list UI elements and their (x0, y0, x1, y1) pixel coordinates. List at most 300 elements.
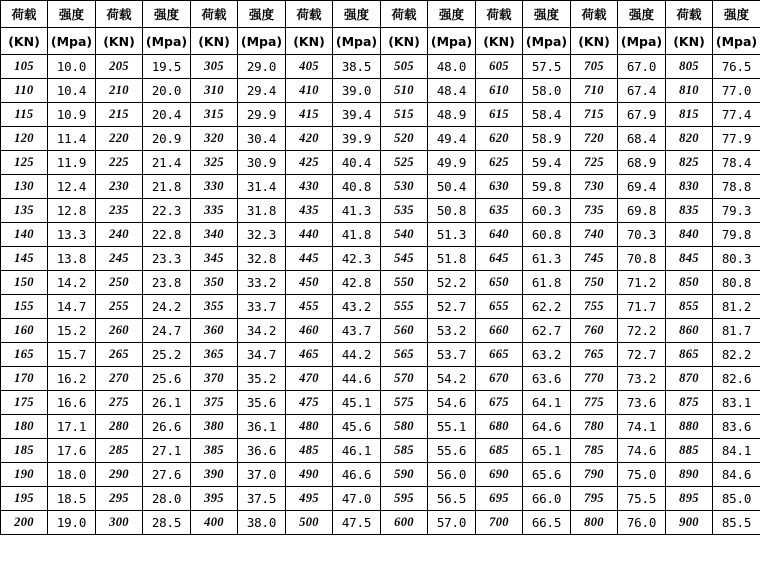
strength-value-cell: 24.2 (143, 295, 191, 319)
load-value-cell: 715 (571, 103, 618, 127)
strength-value-cell: 30.4 (238, 127, 286, 151)
load-value-cell: 390 (191, 463, 238, 487)
unit-cell-strength: (Mpa) (618, 28, 666, 55)
strength-value-cell: 18.5 (48, 487, 96, 511)
load-value-cell: 280 (96, 415, 143, 439)
strength-value-cell: 73.2 (618, 367, 666, 391)
strength-value-cell: 15.2 (48, 319, 96, 343)
load-value-cell: 780 (571, 415, 618, 439)
load-value-cell: 740 (571, 223, 618, 247)
strength-value-cell: 39.4 (333, 103, 381, 127)
load-value-cell: 845 (666, 247, 713, 271)
load-value-cell: 820 (666, 127, 713, 151)
strength-value-cell: 17.1 (48, 415, 96, 439)
load-value-cell: 485 (286, 439, 333, 463)
strength-value-cell: 53.7 (428, 343, 476, 367)
load-value-cell: 550 (381, 271, 428, 295)
load-value-cell: 710 (571, 79, 618, 103)
strength-value-cell: 30.9 (238, 151, 286, 175)
load-value-cell: 555 (381, 295, 428, 319)
table-row (1, 343, 760, 367)
table-row (1, 199, 760, 223)
strength-value-cell: 39.0 (333, 79, 381, 103)
strength-value-cell: 68.4 (618, 127, 666, 151)
header-cell-load: 荷载 (96, 1, 143, 28)
header-cell-load: 荷载 (381, 1, 428, 28)
strength-value-cell: 77.0 (713, 79, 760, 103)
strength-value-cell: 35.2 (238, 367, 286, 391)
strength-value-cell: 40.8 (333, 175, 381, 199)
load-value-cell: 765 (571, 343, 618, 367)
table-unit-row (1, 28, 760, 55)
load-value-cell: 595 (381, 487, 428, 511)
load-value-cell: 430 (286, 175, 333, 199)
load-value-cell: 775 (571, 391, 618, 415)
strength-value-cell: 65.6 (523, 463, 571, 487)
strength-value-cell: 68.9 (618, 151, 666, 175)
load-value-cell: 140 (1, 223, 48, 247)
strength-value-cell: 80.8 (713, 271, 760, 295)
load-value-cell: 585 (381, 439, 428, 463)
strength-value-cell: 71.7 (618, 295, 666, 319)
strength-value-cell: 67.4 (618, 79, 666, 103)
strength-value-cell: 83.6 (713, 415, 760, 439)
header-cell-load: 荷载 (286, 1, 333, 28)
strength-value-cell: 41.3 (333, 199, 381, 223)
load-value-cell: 850 (666, 271, 713, 295)
load-value-cell: 735 (571, 199, 618, 223)
load-value-cell: 180 (1, 415, 48, 439)
load-value-cell: 460 (286, 319, 333, 343)
table-row (1, 511, 760, 535)
load-value-cell: 370 (191, 367, 238, 391)
load-value-cell: 895 (666, 487, 713, 511)
table-row (1, 79, 760, 103)
strength-value-cell: 78.8 (713, 175, 760, 199)
strength-value-cell: 69.4 (618, 175, 666, 199)
load-value-cell: 105 (1, 55, 48, 79)
strength-value-cell: 83.1 (713, 391, 760, 415)
strength-value-cell: 70.3 (618, 223, 666, 247)
load-value-cell: 655 (476, 295, 523, 319)
load-value-cell: 270 (96, 367, 143, 391)
strength-value-cell: 84.6 (713, 463, 760, 487)
load-value-cell: 650 (476, 271, 523, 295)
load-value-cell: 795 (571, 487, 618, 511)
strength-value-cell: 18.0 (48, 463, 96, 487)
load-value-cell: 405 (286, 55, 333, 79)
strength-value-cell: 10.0 (48, 55, 96, 79)
strength-value-cell: 70.8 (618, 247, 666, 271)
load-value-cell: 500 (286, 511, 333, 535)
table-row (1, 151, 760, 175)
strength-value-cell: 76.0 (618, 511, 666, 535)
header-cell-load: 荷载 (191, 1, 238, 28)
load-value-cell: 385 (191, 439, 238, 463)
strength-value-cell: 41.8 (333, 223, 381, 247)
strength-value-cell: 20.4 (143, 103, 191, 127)
load-value-cell: 825 (666, 151, 713, 175)
strength-value-cell: 58.0 (523, 79, 571, 103)
strength-value-cell: 35.6 (238, 391, 286, 415)
load-value-cell: 815 (666, 103, 713, 127)
strength-value-cell: 47.0 (333, 487, 381, 511)
strength-value-cell: 51.3 (428, 223, 476, 247)
load-value-cell: 560 (381, 319, 428, 343)
load-value-cell: 365 (191, 343, 238, 367)
header-cell-load: 荷载 (666, 1, 713, 28)
strength-value-cell: 33.7 (238, 295, 286, 319)
load-value-cell: 785 (571, 439, 618, 463)
load-value-cell: 665 (476, 343, 523, 367)
header-cell-strength: 强度 (428, 1, 476, 28)
load-value-cell: 455 (286, 295, 333, 319)
load-value-cell: 755 (571, 295, 618, 319)
table-row (1, 271, 760, 295)
strength-value-cell: 19.0 (48, 511, 96, 535)
load-value-cell: 125 (1, 151, 48, 175)
load-value-cell: 680 (476, 415, 523, 439)
load-value-cell: 725 (571, 151, 618, 175)
load-value-cell: 675 (476, 391, 523, 415)
strength-value-cell: 14.2 (48, 271, 96, 295)
load-value-cell: 530 (381, 175, 428, 199)
load-value-cell: 695 (476, 487, 523, 511)
strength-value-cell: 42.8 (333, 271, 381, 295)
load-value-cell: 610 (476, 79, 523, 103)
strength-value-cell: 56.5 (428, 487, 476, 511)
strength-value-cell: 28.5 (143, 511, 191, 535)
unit-cell-load: (KN) (381, 28, 428, 55)
table-row (1, 415, 760, 439)
load-value-cell: 885 (666, 439, 713, 463)
load-value-cell: 875 (666, 391, 713, 415)
header-cell-strength: 强度 (618, 1, 666, 28)
strength-value-cell: 44.2 (333, 343, 381, 367)
strength-value-cell: 31.4 (238, 175, 286, 199)
load-value-cell: 515 (381, 103, 428, 127)
load-value-cell: 380 (191, 415, 238, 439)
load-value-cell: 310 (191, 79, 238, 103)
strength-value-cell: 72.2 (618, 319, 666, 343)
load-value-cell: 865 (666, 343, 713, 367)
strength-value-cell: 58.4 (523, 103, 571, 127)
table-row (1, 391, 760, 415)
strength-value-cell: 55.6 (428, 439, 476, 463)
strength-value-cell: 40.4 (333, 151, 381, 175)
load-value-cell: 265 (96, 343, 143, 367)
load-value-cell: 375 (191, 391, 238, 415)
load-value-cell: 540 (381, 223, 428, 247)
strength-value-cell: 57.5 (523, 55, 571, 79)
strength-value-cell: 45.1 (333, 391, 381, 415)
table-row (1, 319, 760, 343)
strength-value-cell: 10.4 (48, 79, 96, 103)
load-value-cell: 810 (666, 79, 713, 103)
strength-value-cell: 22.3 (143, 199, 191, 223)
table-row (1, 175, 760, 199)
table-row (1, 367, 760, 391)
unit-cell-load: (KN) (571, 28, 618, 55)
strength-value-cell: 85.5 (713, 511, 760, 535)
strength-value-cell: 59.4 (523, 151, 571, 175)
unit-cell-load: (KN) (666, 28, 713, 55)
strength-value-cell: 55.1 (428, 415, 476, 439)
strength-value-cell: 12.4 (48, 175, 96, 199)
load-value-cell: 690 (476, 463, 523, 487)
load-value-cell: 195 (1, 487, 48, 511)
strength-value-cell: 33.2 (238, 271, 286, 295)
load-value-cell: 510 (381, 79, 428, 103)
strength-value-cell: 62.7 (523, 319, 571, 343)
strength-value-cell: 84.1 (713, 439, 760, 463)
load-value-cell: 855 (666, 295, 713, 319)
load-value-cell: 890 (666, 463, 713, 487)
load-value-cell: 295 (96, 487, 143, 511)
strength-value-cell: 79.3 (713, 199, 760, 223)
strength-value-cell: 67.9 (618, 103, 666, 127)
strength-value-cell: 81.2 (713, 295, 760, 319)
strength-value-cell: 82.2 (713, 343, 760, 367)
strength-value-cell: 32.8 (238, 247, 286, 271)
load-value-cell: 220 (96, 127, 143, 151)
strength-value-cell: 60.8 (523, 223, 571, 247)
strength-value-cell: 75.5 (618, 487, 666, 511)
strength-value-cell: 23.8 (143, 271, 191, 295)
strength-value-cell: 50.4 (428, 175, 476, 199)
load-value-cell: 130 (1, 175, 48, 199)
header-cell-strength: 强度 (48, 1, 96, 28)
strength-value-cell: 14.7 (48, 295, 96, 319)
load-value-cell: 630 (476, 175, 523, 199)
strength-value-cell: 48.0 (428, 55, 476, 79)
header-cell-strength: 强度 (238, 1, 286, 28)
load-value-cell: 685 (476, 439, 523, 463)
strength-value-cell: 16.6 (48, 391, 96, 415)
load-value-cell: 465 (286, 343, 333, 367)
load-value-cell: 205 (96, 55, 143, 79)
header-cell-load: 荷载 (571, 1, 618, 28)
load-value-cell: 440 (286, 223, 333, 247)
load-value-cell: 575 (381, 391, 428, 415)
strength-value-cell: 36.1 (238, 415, 286, 439)
strength-value-cell: 67.0 (618, 55, 666, 79)
load-value-cell: 600 (381, 511, 428, 535)
header-cell-load: 荷载 (476, 1, 523, 28)
strength-value-cell: 80.3 (713, 247, 760, 271)
strength-value-cell: 48.4 (428, 79, 476, 103)
load-value-cell: 135 (1, 199, 48, 223)
strength-value-cell: 62.2 (523, 295, 571, 319)
strength-value-cell: 43.7 (333, 319, 381, 343)
strength-value-cell: 46.1 (333, 439, 381, 463)
strength-value-cell: 11.4 (48, 127, 96, 151)
load-value-cell: 565 (381, 343, 428, 367)
load-value-cell: 330 (191, 175, 238, 199)
strength-value-cell: 60.3 (523, 199, 571, 223)
strength-value-cell: 49.9 (428, 151, 476, 175)
load-value-cell: 230 (96, 175, 143, 199)
strength-value-cell: 64.6 (523, 415, 571, 439)
load-value-cell: 315 (191, 103, 238, 127)
load-value-cell: 750 (571, 271, 618, 295)
strength-value-cell: 27.6 (143, 463, 191, 487)
strength-value-cell: 31.8 (238, 199, 286, 223)
load-value-cell: 615 (476, 103, 523, 127)
load-value-cell: 790 (571, 463, 618, 487)
load-value-cell: 760 (571, 319, 618, 343)
load-value-cell: 255 (96, 295, 143, 319)
load-value-cell: 325 (191, 151, 238, 175)
load-value-cell: 215 (96, 103, 143, 127)
load-value-cell: 145 (1, 247, 48, 271)
load-value-cell: 590 (381, 463, 428, 487)
strength-value-cell: 39.9 (333, 127, 381, 151)
strength-value-cell: 16.2 (48, 367, 96, 391)
strength-value-cell: 23.3 (143, 247, 191, 271)
table-body (1, 1, 760, 535)
strength-value-cell: 15.7 (48, 343, 96, 367)
strength-value-cell: 13.8 (48, 247, 96, 271)
strength-value-cell: 61.3 (523, 247, 571, 271)
load-value-cell: 165 (1, 343, 48, 367)
load-value-cell: 160 (1, 319, 48, 343)
strength-value-cell: 29.9 (238, 103, 286, 127)
strength-value-cell: 81.7 (713, 319, 760, 343)
load-value-cell: 345 (191, 247, 238, 271)
load-value-cell: 640 (476, 223, 523, 247)
strength-value-cell: 26.1 (143, 391, 191, 415)
strength-value-cell: 25.2 (143, 343, 191, 367)
strength-value-cell: 43.2 (333, 295, 381, 319)
load-value-cell: 880 (666, 415, 713, 439)
load-value-cell: 200 (1, 511, 48, 535)
load-value-cell: 535 (381, 199, 428, 223)
strength-value-cell: 75.0 (618, 463, 666, 487)
load-value-cell: 120 (1, 127, 48, 151)
unit-cell-load: (KN) (191, 28, 238, 55)
load-value-cell: 770 (571, 367, 618, 391)
load-value-cell: 400 (191, 511, 238, 535)
load-value-cell: 235 (96, 199, 143, 223)
table-row (1, 487, 760, 511)
load-value-cell: 620 (476, 127, 523, 151)
load-value-cell: 730 (571, 175, 618, 199)
unit-cell-strength: (Mpa) (238, 28, 286, 55)
load-value-cell: 395 (191, 487, 238, 511)
load-value-cell: 670 (476, 367, 523, 391)
strength-value-cell: 47.5 (333, 511, 381, 535)
load-value-cell: 545 (381, 247, 428, 271)
load-value-cell: 175 (1, 391, 48, 415)
strength-value-cell: 52.2 (428, 271, 476, 295)
table-row (1, 223, 760, 247)
strength-value-cell: 21.8 (143, 175, 191, 199)
load-value-cell: 410 (286, 79, 333, 103)
strength-value-cell: 71.2 (618, 271, 666, 295)
load-value-cell: 300 (96, 511, 143, 535)
strength-value-cell: 72.7 (618, 343, 666, 367)
load-value-cell: 350 (191, 271, 238, 295)
load-value-cell: 190 (1, 463, 48, 487)
load-value-cell: 260 (96, 319, 143, 343)
strength-value-cell: 17.6 (48, 439, 96, 463)
unit-cell-load: (KN) (476, 28, 523, 55)
strength-value-cell: 63.6 (523, 367, 571, 391)
table-row (1, 295, 760, 319)
strength-value-cell: 37.0 (238, 463, 286, 487)
load-value-cell: 420 (286, 127, 333, 151)
strength-value-cell: 34.2 (238, 319, 286, 343)
strength-value-cell: 20.0 (143, 79, 191, 103)
unit-cell-strength: (Mpa) (48, 28, 96, 55)
strength-value-cell: 45.6 (333, 415, 381, 439)
load-value-cell: 635 (476, 199, 523, 223)
strength-value-cell: 26.6 (143, 415, 191, 439)
header-cell-strength: 强度 (523, 1, 571, 28)
load-value-cell: 800 (571, 511, 618, 535)
strength-value-cell: 69.8 (618, 199, 666, 223)
strength-value-cell: 29.0 (238, 55, 286, 79)
load-value-cell: 720 (571, 127, 618, 151)
strength-value-cell: 76.5 (713, 55, 760, 79)
strength-value-cell: 52.7 (428, 295, 476, 319)
strength-value-cell: 21.4 (143, 151, 191, 175)
strength-value-cell: 49.4 (428, 127, 476, 151)
load-value-cell: 320 (191, 127, 238, 151)
strength-value-cell: 66.0 (523, 487, 571, 511)
unit-cell-strength: (Mpa) (713, 28, 760, 55)
load-value-cell: 225 (96, 151, 143, 175)
strength-value-cell: 65.1 (523, 439, 571, 463)
load-value-cell: 470 (286, 367, 333, 391)
strength-value-cell: 77.9 (713, 127, 760, 151)
strength-value-cell: 51.8 (428, 247, 476, 271)
strength-value-cell: 10.9 (48, 103, 96, 127)
table-row (1, 247, 760, 271)
strength-value-cell: 66.5 (523, 511, 571, 535)
load-value-cell: 605 (476, 55, 523, 79)
header-cell-strength: 强度 (143, 1, 191, 28)
load-value-cell: 305 (191, 55, 238, 79)
header-cell-strength: 强度 (333, 1, 381, 28)
load-value-cell: 250 (96, 271, 143, 295)
strength-value-cell: 42.3 (333, 247, 381, 271)
table-row (1, 463, 760, 487)
load-value-cell: 870 (666, 367, 713, 391)
load-value-cell: 340 (191, 223, 238, 247)
unit-cell-load: (KN) (286, 28, 333, 55)
strength-value-cell: 20.9 (143, 127, 191, 151)
load-value-cell: 425 (286, 151, 333, 175)
unit-cell-strength: (Mpa) (143, 28, 191, 55)
unit-cell-load: (KN) (96, 28, 143, 55)
load-value-cell: 805 (666, 55, 713, 79)
load-value-cell: 570 (381, 367, 428, 391)
strength-value-cell: 34.7 (238, 343, 286, 367)
load-value-cell: 900 (666, 511, 713, 535)
strength-value-cell: 25.6 (143, 367, 191, 391)
strength-value-cell: 50.8 (428, 199, 476, 223)
load-value-cell: 155 (1, 295, 48, 319)
load-value-cell: 660 (476, 319, 523, 343)
load-value-cell: 490 (286, 463, 333, 487)
load-value-cell: 210 (96, 79, 143, 103)
strength-value-cell: 74.1 (618, 415, 666, 439)
table-row (1, 55, 760, 79)
load-value-cell: 240 (96, 223, 143, 247)
load-value-cell: 275 (96, 391, 143, 415)
